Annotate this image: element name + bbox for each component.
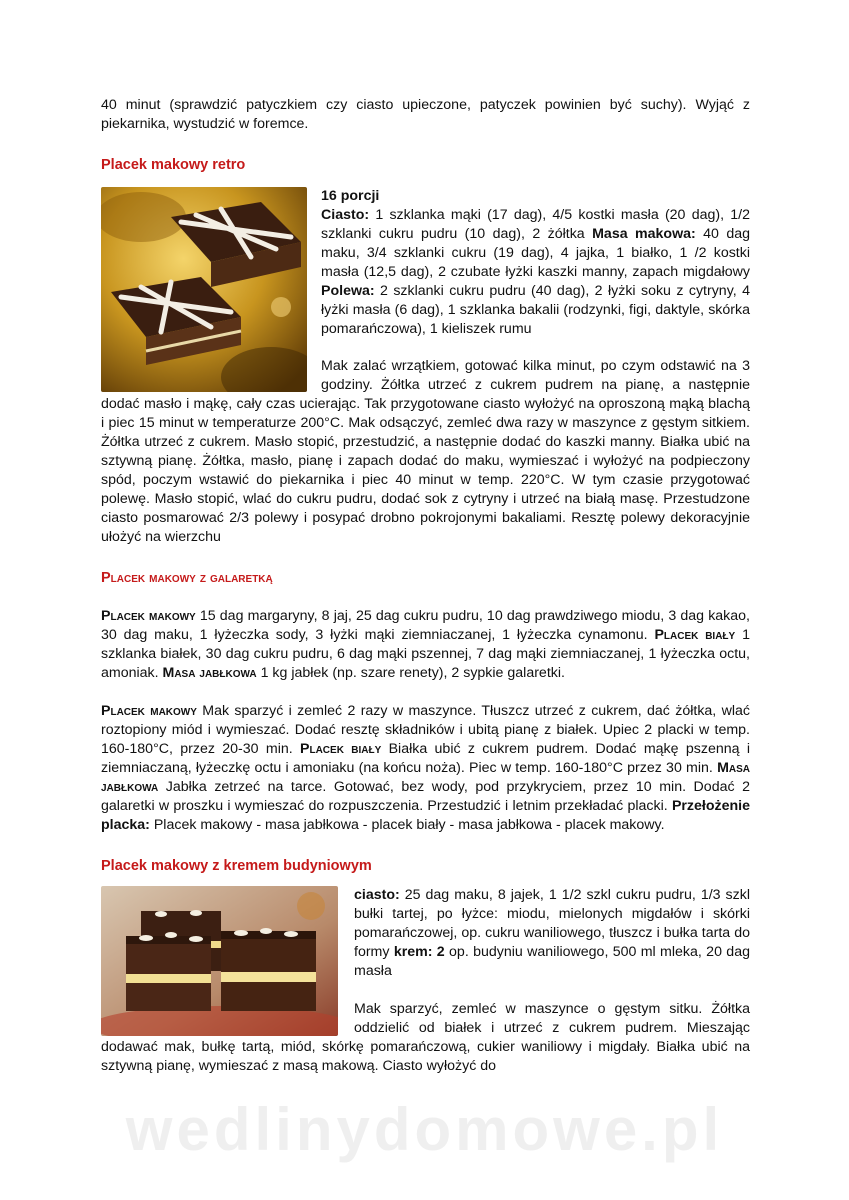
method-label-placek-makowy: Placek makowy [101,703,197,719]
method-label-masa-jablkowa: Masa jabłkowa [101,760,750,795]
label-placek-makowy: Placek makowy [101,608,196,624]
recipe1-portions: 16 porcji [321,188,380,204]
recipe1-block [101,187,750,547]
recipe1-photo [101,187,307,392]
text-placek-makowy: 15 dag margaryny, 8 jaj, 25 dag cukru pudru, 10 dag prawdziwego miodu, 3 dag kakao, 30 dag maku, 1 łyżeczka sody, 3 łyżki mąki ziemniaczanej, 1 łyżeczka cynamonu. [101,608,750,643]
document-page [101,96,750,1076]
label-masa-jablkowa: Masa jabłkowa [162,665,257,681]
text-placek-bialy: 1 szklanka białek, 30 dag cukru pudru, 6 dag mąki pszennej, 7 dag mąki ziemniaczanej, 1 łyżeczka octu, amoniak. [101,627,750,681]
recipe3-photo [101,886,338,1036]
recipe2-title: Placek makowy z galaretką [101,570,273,586]
label-masa-makowa: Masa makowa: [592,226,696,242]
label-polewa: Polewa: [321,283,375,299]
method-text-przelozenie: Placek makowy - masa jabłkowa - placek biały - masa jabłkowa - placek makowy. [149,817,665,833]
method-text-placek-makowy: Mak sparzyć i zemleć 2 razy w maszynce. Tłuszcz utrzeć z cukrem, dać żółtka, wlać roztopiony miód i wymieszać. Dodać resztę składników i ubitą pianę z białek. Upiec 2 placki w temp. 160-180°C, przez 20-30 min. [101,703,750,757]
watermark: wedlinydomowe.pl [125,1096,724,1163]
text-masa-jablkowa: 1 kg jabłek (np. szare renety), 2 sypkie galaretki. [256,665,565,681]
label-krem: krem: 2 [393,944,445,960]
recipe2-method [101,702,750,835]
recipe1-method: Mak zalać wrzątkiem, gotować kilka minut, po czym odstawić na 3 godziny. Żółtka utrzeć z cukrem pudrem na pianę, a następnie dodać masło i mąkę, cały czas ucierając. Tak przygotowane ciasto wyłożyć na oproszoną mąką blachą i piec 15 minut w temperaturze 200°C. Mak odsączyć, zemleć dwa razy w maszynce z gęstym sitkiem. Żółtka utrzeć z cukrem. Masło stopić, przestudzić, a następnie dodać do kaszki manny. Białka ubić na sztywną pianę. Żółtka, masło, pianę i zapach dodać do maku, wymieszać i wyłożyć na podpieczony spód, poczym wstawić do piekarnika i piec 40 minut w temp. 220°C. W tym czasie przygotować polewę. Masło stopić, wlać do cukru pudru, dodać sok z cytryny i utrzeć na białą masę. Przestudzone ciasto posmarować 2/3 polewy i posypać drobno pokrojonymi bakaliami. Resztę polewy dekoracyjnie ułożyć na wierzchu [101,358,750,545]
label-ciasto-3: ciasto: [354,887,400,903]
recipe3-title: Placek makowy z kremem budyniowym [101,858,372,874]
text-ciasto: 1 szklanka mąki (17 dag), 4/5 kostki masła (20 dag), 1/2 szklanki cukru pudru (10 dag), 2 żółtka [321,207,750,242]
recipe1-title: Placek makowy retro [101,157,246,173]
recipe3-method: Mak sparzyć, zemleć w maszynce o gęstym sitku. Żółtka oddzielić od białek i utrzeć z cukrem pudrem. Mieszając dodawać mak, bułkę tartą, miód, skórkę pomarańczową, cukier waniliowy i migdały. Białka ubić na sztywną pianę, wymieszać z masą makową. Ciasto wyłożyć do [101,1001,750,1074]
label-ciasto: Ciasto: [321,207,370,223]
text-ciasto-3: 25 dag maku, 8 jajek, 1 1/2 szkl cukru pudru, 1/3 szkl bułki tartej, po łyżce: miodu, mielonych migdałów i skórki pomarańczowej, op. cukru waniliowego, tłuszcz i bułka tarta do formy [354,887,750,960]
method-text-masa-jablkowa: Jabłka zetrzeć na tarce. Gotować, bez wody, pod przykryciem, przez 10 min. Dodać 2 galaretki w proszku i wymieszać do rozpuszczenia. Przestudzić i letnim przekładać placki. [101,779,750,814]
text-masa-makowa: 40 dag maku, 3/4 szklanki cukru (19 dag), 4 jajka, 1 białko, 1 /2 kostki masła (12,5 dag), 2 czubate łyżki kaszki manny, zapach migdałowy [321,226,751,280]
recipe3-block [101,886,750,1076]
text-polewa: 2 szklanki cukru pudru (40 dag), 2 łyżki soku z cytryny, 4 łyżki masła (6 dag), 1 szklanka bakalii (rodzynki, figi, daktyle, skórka pomarańczowa), 1 kieliszek rumu [321,283,750,337]
method-label-placek-bialy: Placek biały [300,741,382,757]
intro-paragraph: 40 minut (sprawdzić patyczkiem czy ciasto upieczone, patyczek powinien być suchy). Wyjąć z piekarnika, wystudzić w foremce. [101,97,750,132]
text-krem: op. budyniu waniliowego, 500 ml mleka, 20 dag masła [354,944,750,979]
label-placek-bialy: Placek biały [654,627,736,643]
method-label-przelozenie: Przełożenie placka: [101,798,750,833]
recipe2-ingredients [101,607,750,683]
method-text-placek-bialy: Białka ubić z cukrem pudrem. Dodać mąkę pszenną i ziemniaczaną, łyżeczkę octu i amoniaku (na końcu noża). Piec w temp. 160-180°C przez 30 min. [101,741,750,776]
